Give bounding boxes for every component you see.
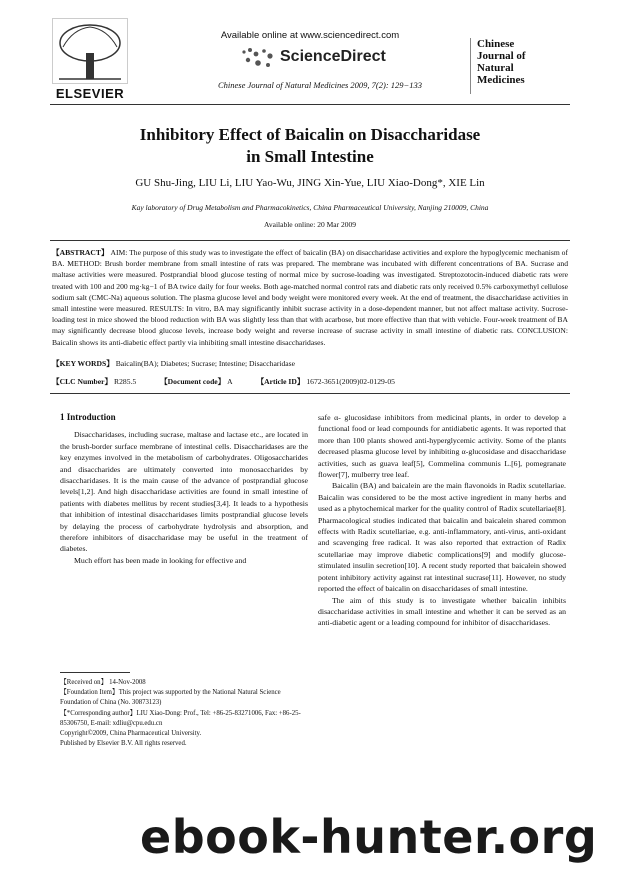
body-paragraph: safe α- glucosidase inhibitors from medicinal plants, in order to develop a functional food or lead compounds for antidiabetic agents. It was reported that more than 100 plants showed anti-hyperglycemic activity. Some of the plants decreased plasma glucose level by inhibiting α-glucosidase and disaccharidase activities, such as guava leaf[5], Commelina communis L.[6], pomegranate flower[7], mulberry tree leaf. (318, 413, 566, 480)
affiliation: Kay laboratory of Drug Metabolism and Pharmacokinetics, China Pharmaceutical University, Nanjing 210009, China (131, 203, 489, 212)
title-line-2: in Small Intestine (246, 147, 374, 166)
available-online-link[interactable]: Available online at www.sciencedirect.com (220, 30, 400, 41)
sciencedirect-dots-icon (240, 46, 276, 70)
abstract (52, 247, 568, 348)
elsevier-logo (50, 18, 130, 102)
document-code-label: 【Document code】 (160, 377, 226, 386)
elsevier-tree-icon (52, 18, 128, 84)
footnote-divider (60, 672, 130, 673)
abstract-label: 【ABSTRACT】 (52, 248, 109, 257)
journal-name-box (470, 38, 545, 94)
footnotes (60, 678, 308, 749)
article-id-label: 【Article ID】 (256, 377, 305, 386)
document-code-value: A (227, 377, 233, 386)
header-divider (50, 104, 570, 105)
clc-label: 【CLC Number】 (52, 377, 113, 386)
clc-value: R285.5 (114, 377, 137, 386)
footnote-corresponding-author: 【*Corresponding author】LIU Xiao-Dong: Prof., Tel: +86-25-83271006, Fax: +86-25-85306750, E-mail: xdliu@cpu.edu.cn (60, 709, 301, 727)
abstract-text: AIM: The purpose of this study was to investigate the effect of baicalin (BA) on disaccharidase activities and explore the hypoglycemic mechanism of BA. METHOD: Brush border membrane from small intestine of rats was prepared. The membrane was incubated with different concentrations of BA. Sucrase and maltase activities were measured. Postprandial blood glucose testing of normal mice by sucrose-loading was investigated. Streptozotocin-induced diabetic rats were treated with 100 and 200 mg·kg−1 of BA twice daily for four weeks. Both age-matched normal control rats and diabetic rats only received 0.5% carboxymethyl cellulose sodium salt (CMC-Na) aqueous solution. The plasma glucose level and body weight were monitored every week. At the end of treatment, the disaccharidase activities in small intestine were measured. RESULTS: In vitro, BA may significantly inhibit sucrase activity in a dose-dependent manner, but not affect maltase activity. Sucrose-loading test in mice showed the blood reduction with BA was slightly less than that with acarbose, but more effective than that with vehicle. Four-week treatment of BA may significantly decrease blood glucose levels, increase body weight and reverse increase of sucrase activity in small intestine of diabetic rats. CONCLUSION: Baicalin shows its anti-diabetic effect partly via inhibiting small intestine disaccharidases. (52, 248, 569, 347)
abstract-bottom-divider (50, 393, 570, 394)
body-paragraph: The aim of this study is to investigate whether baicalin inhibits disaccharidase activities in small intestine and whether it can be served as an anti-diabetic agent or a leading compound for inhibitor of disaccharidases. (318, 595, 566, 628)
journal-name-line: Medicines (477, 74, 525, 86)
available-online-date: Available online: 20 Mar 2009 (264, 220, 356, 229)
author-list: GU Shu-Jing, LIU Li, LIU Yao-Wu, JING Xin-Yue, LIU Xiao-Dong*, XIE Lin (135, 177, 485, 189)
article-title (60, 124, 560, 168)
footnote-publisher: Published by Elsevier B.V. All rights reserved. (60, 740, 187, 748)
sciencedirect-logo[interactable] (240, 44, 400, 72)
sciencedirect-wordmark: ScienceDirect (280, 48, 386, 65)
body-paragraph: Much effort has been made in looking for effective and (74, 555, 247, 565)
footnote-received: 【Received on】 14-Nov-2008 (60, 679, 146, 686)
footnote-copyright: Copyright©2009, China Pharmaceutical University. (60, 730, 202, 738)
journal-citation: Chinese Journal of Natural Medicines 2009, 7(2): 129−133 (217, 80, 423, 90)
keywords-text: Baicalin(BA); Diabetes; Sucrase; Intestine; Disaccharidase (115, 359, 295, 368)
watermark-text: ebook-hunter.org (140, 810, 598, 864)
journal-name-line: Journal of (477, 50, 526, 62)
abstract-top-divider (50, 240, 570, 241)
elsevier-wordmark: ELSEVIER (55, 86, 125, 101)
journal-name-line: Chinese (477, 38, 515, 50)
left-column (60, 412, 308, 566)
footnote-foundation: 【Foundation Item】This project was supported by the National Natural Science Foundation of China (No. 30873123) (60, 689, 281, 707)
right-column (318, 412, 566, 629)
article-id-value: 1672-3651(2009)02-0129-05 (306, 377, 395, 386)
classification-row (52, 376, 568, 387)
body-paragraph: Baicalin (BA) and baicalein are the main flavonoids in Radix scutellariae. Baicalin was considered to be the most active ingredient in many herbs and used as a phytochemical marker for the quality control of Radix scutellariae[8]. Pharmacological studies indicated that baicalin and baicalein shared common effects with Radix scutellariae, e.g. anti-inflammatory, anti-virus, anti-oxidant and scavenging free radical. It was also reported that extraction of Radix scutellariae may improve diabetic complications[9] and modify glucose-stimulated insulin secretion[10]. A recent study reported that baicalein showed potent inhibitory activity against rat intestinal sucrase[11]. However, no study reported the effect of baicalin on disaccharidases of small intestine. (318, 481, 566, 594)
keywords-label: 【KEY WORDS】 (52, 359, 114, 368)
title-line-1: Inhibitory Effect of Baicalin on Disaccharidase (139, 125, 481, 144)
journal-name-line: Natural (477, 62, 514, 74)
section-heading-introduction: 1 Introduction (60, 412, 116, 422)
body-paragraph: Disaccharidases, including sucrase, maltase and lactase etc., are located in the brush-border surface membrane of intestinal cells. Disaccharidases are the key enzymes involved in the metabolism of carbohydrates. Oligosaccharides and disaccharides are ultimately converted into monosaccharides by disaccharidases. It is the main cause of the advance of postprandial glucose levels[1,2]. And high disaccharidase activities are found in small intestine of patients with diabetes mellitus by recent studies[3,4]. It leads to a hypothesis that inhibition of intestinal disaccharidases limits postprandial glucose levels by delaying the process of carbohydrate hydrolysis and absorption, and therefore inhibitors of disaccharidase may be useful in the treatment of diabetes. (60, 430, 308, 554)
keywords (52, 358, 568, 369)
